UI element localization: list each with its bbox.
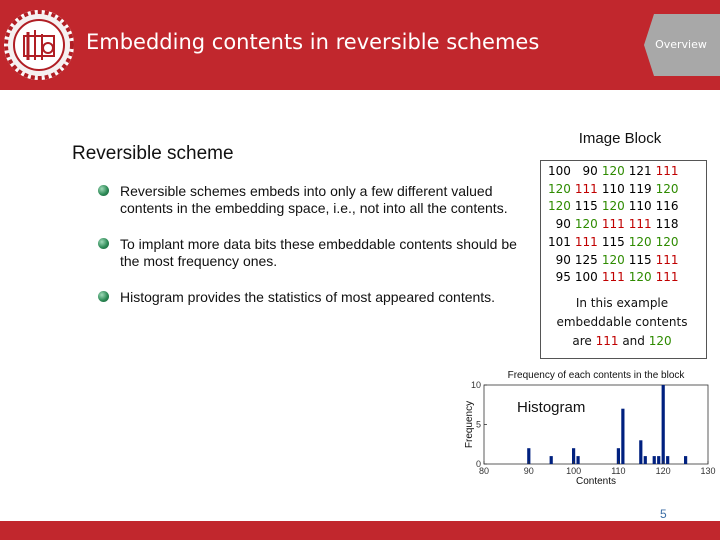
histogram-label: Histogram [514,398,588,417]
grid-cell: 111 [655,270,679,285]
grid-cell: 111 [601,217,625,232]
x-axis-label: Contents [575,476,617,487]
grid-cell: 121 [628,164,652,178]
grid-cell: 120 [548,181,571,196]
x-tick-label: 130 [700,466,716,476]
grid-cell: 116 [655,199,679,214]
image-block-title: Image Block [578,130,662,147]
histogram-bar [639,440,642,464]
grid-cell: 115 [628,252,652,267]
histogram-bar [657,456,660,464]
histogram-bar [550,456,553,464]
chart-background [461,363,711,487]
histogram-bar [684,456,687,464]
note-line: In this example [575,296,669,310]
grid-cell: 115 [601,234,625,249]
grid-cell: 111 [574,234,598,249]
grid-row [548,163,683,181]
grid-cell: 120 [628,270,652,285]
note-line [542,332,702,351]
grid-cell: 120 [628,234,652,249]
grid-cell: 90 [555,252,571,267]
chart-title: Frequency of each contents in the block [507,370,685,381]
footer-bar [0,521,720,540]
y-tick-label: 10 [470,380,481,390]
grid-cell: 111 [655,164,679,178]
y-tick-label: 5 [475,419,481,430]
grid-cell: 111 [628,217,652,232]
grid-cell: 111 [655,252,679,267]
bullet-text: Reversible schemes embeds into only a few different valued contents in the embedding space, i.e., not into all the contents. [120,183,508,216]
slide-title: Embedding contents in reversible schemes [86,30,540,54]
note-line: embeddable contents [556,315,688,329]
grid-cell: 111 [601,270,625,285]
grid-cell: 95 [555,270,571,285]
grid-row [548,269,683,287]
image-block-note [542,294,702,351]
grid-row [548,216,683,234]
highlight-value-red: 111 [595,334,619,348]
bullet-text: Histogram provides the statistics of most appeared contents. [120,289,496,305]
bullet-list [98,183,523,325]
bullet-item [98,236,523,270]
grid-cell: 119 [628,181,652,196]
grid-row [548,252,683,270]
grid-cell: 125 [574,252,598,267]
bullet-dot-icon [98,185,109,196]
grid-cell: 120 [601,252,625,267]
grid-cell: 120 [601,199,625,214]
x-tick-label: 80 [478,466,490,476]
x-tick-label: 110 [611,466,626,476]
x-tick-label: 120 [655,466,671,476]
image-block-table [548,163,683,287]
grid-cell: 115 [574,199,598,214]
bullet-dot-icon [98,238,109,249]
overview-button[interactable]: Overview [655,38,707,51]
x-tick-label: 90 [523,466,534,476]
grid-row [548,181,683,199]
section-heading: Reversible scheme [72,143,234,164]
bullet-item [98,289,523,306]
grid-cell: 120 [655,181,679,196]
grid-cell: 110 [628,199,652,214]
grid-cell: 120 [655,234,679,249]
y-tick-label: 0 [475,459,481,469]
grid-cell: 120 [601,164,625,178]
y-axis-label: Frequency [464,400,475,449]
histogram-bar [644,456,647,464]
grid-cell: 100 [548,164,571,178]
histogram-bar [576,456,579,464]
page-number: 5 [660,507,667,521]
grid-cell: 110 [601,181,625,196]
grid-cell: 118 [655,217,679,232]
grid-row [548,234,683,252]
grid-cell: 120 [548,199,571,214]
bullet-dot-icon [98,291,109,302]
x-tick-label: 100 [566,466,582,476]
grid-cell: 120 [574,217,598,232]
header-bar [0,0,720,90]
grid-cell: 90 [582,164,598,178]
note-prefix: are [572,334,592,348]
histogram-chart [461,363,716,487]
histogram-bar [662,385,665,464]
grid-cell: 101 [548,234,571,249]
bullet-text: To implant more data bits these embeddable contents should be the most frequency ones. [120,236,517,269]
grid-row [548,198,683,216]
grid-cell: 111 [574,181,598,196]
highlight-value-green: 120 [648,334,672,348]
grid-cell: 90 [555,217,571,232]
histogram-bar [653,456,656,464]
grid-cell: 100 [574,270,598,285]
histogram-bar [621,409,624,464]
note-and: and [622,334,645,348]
histogram-bar [666,456,669,464]
university-logo-icon [2,2,76,88]
bullet-item [98,183,523,217]
